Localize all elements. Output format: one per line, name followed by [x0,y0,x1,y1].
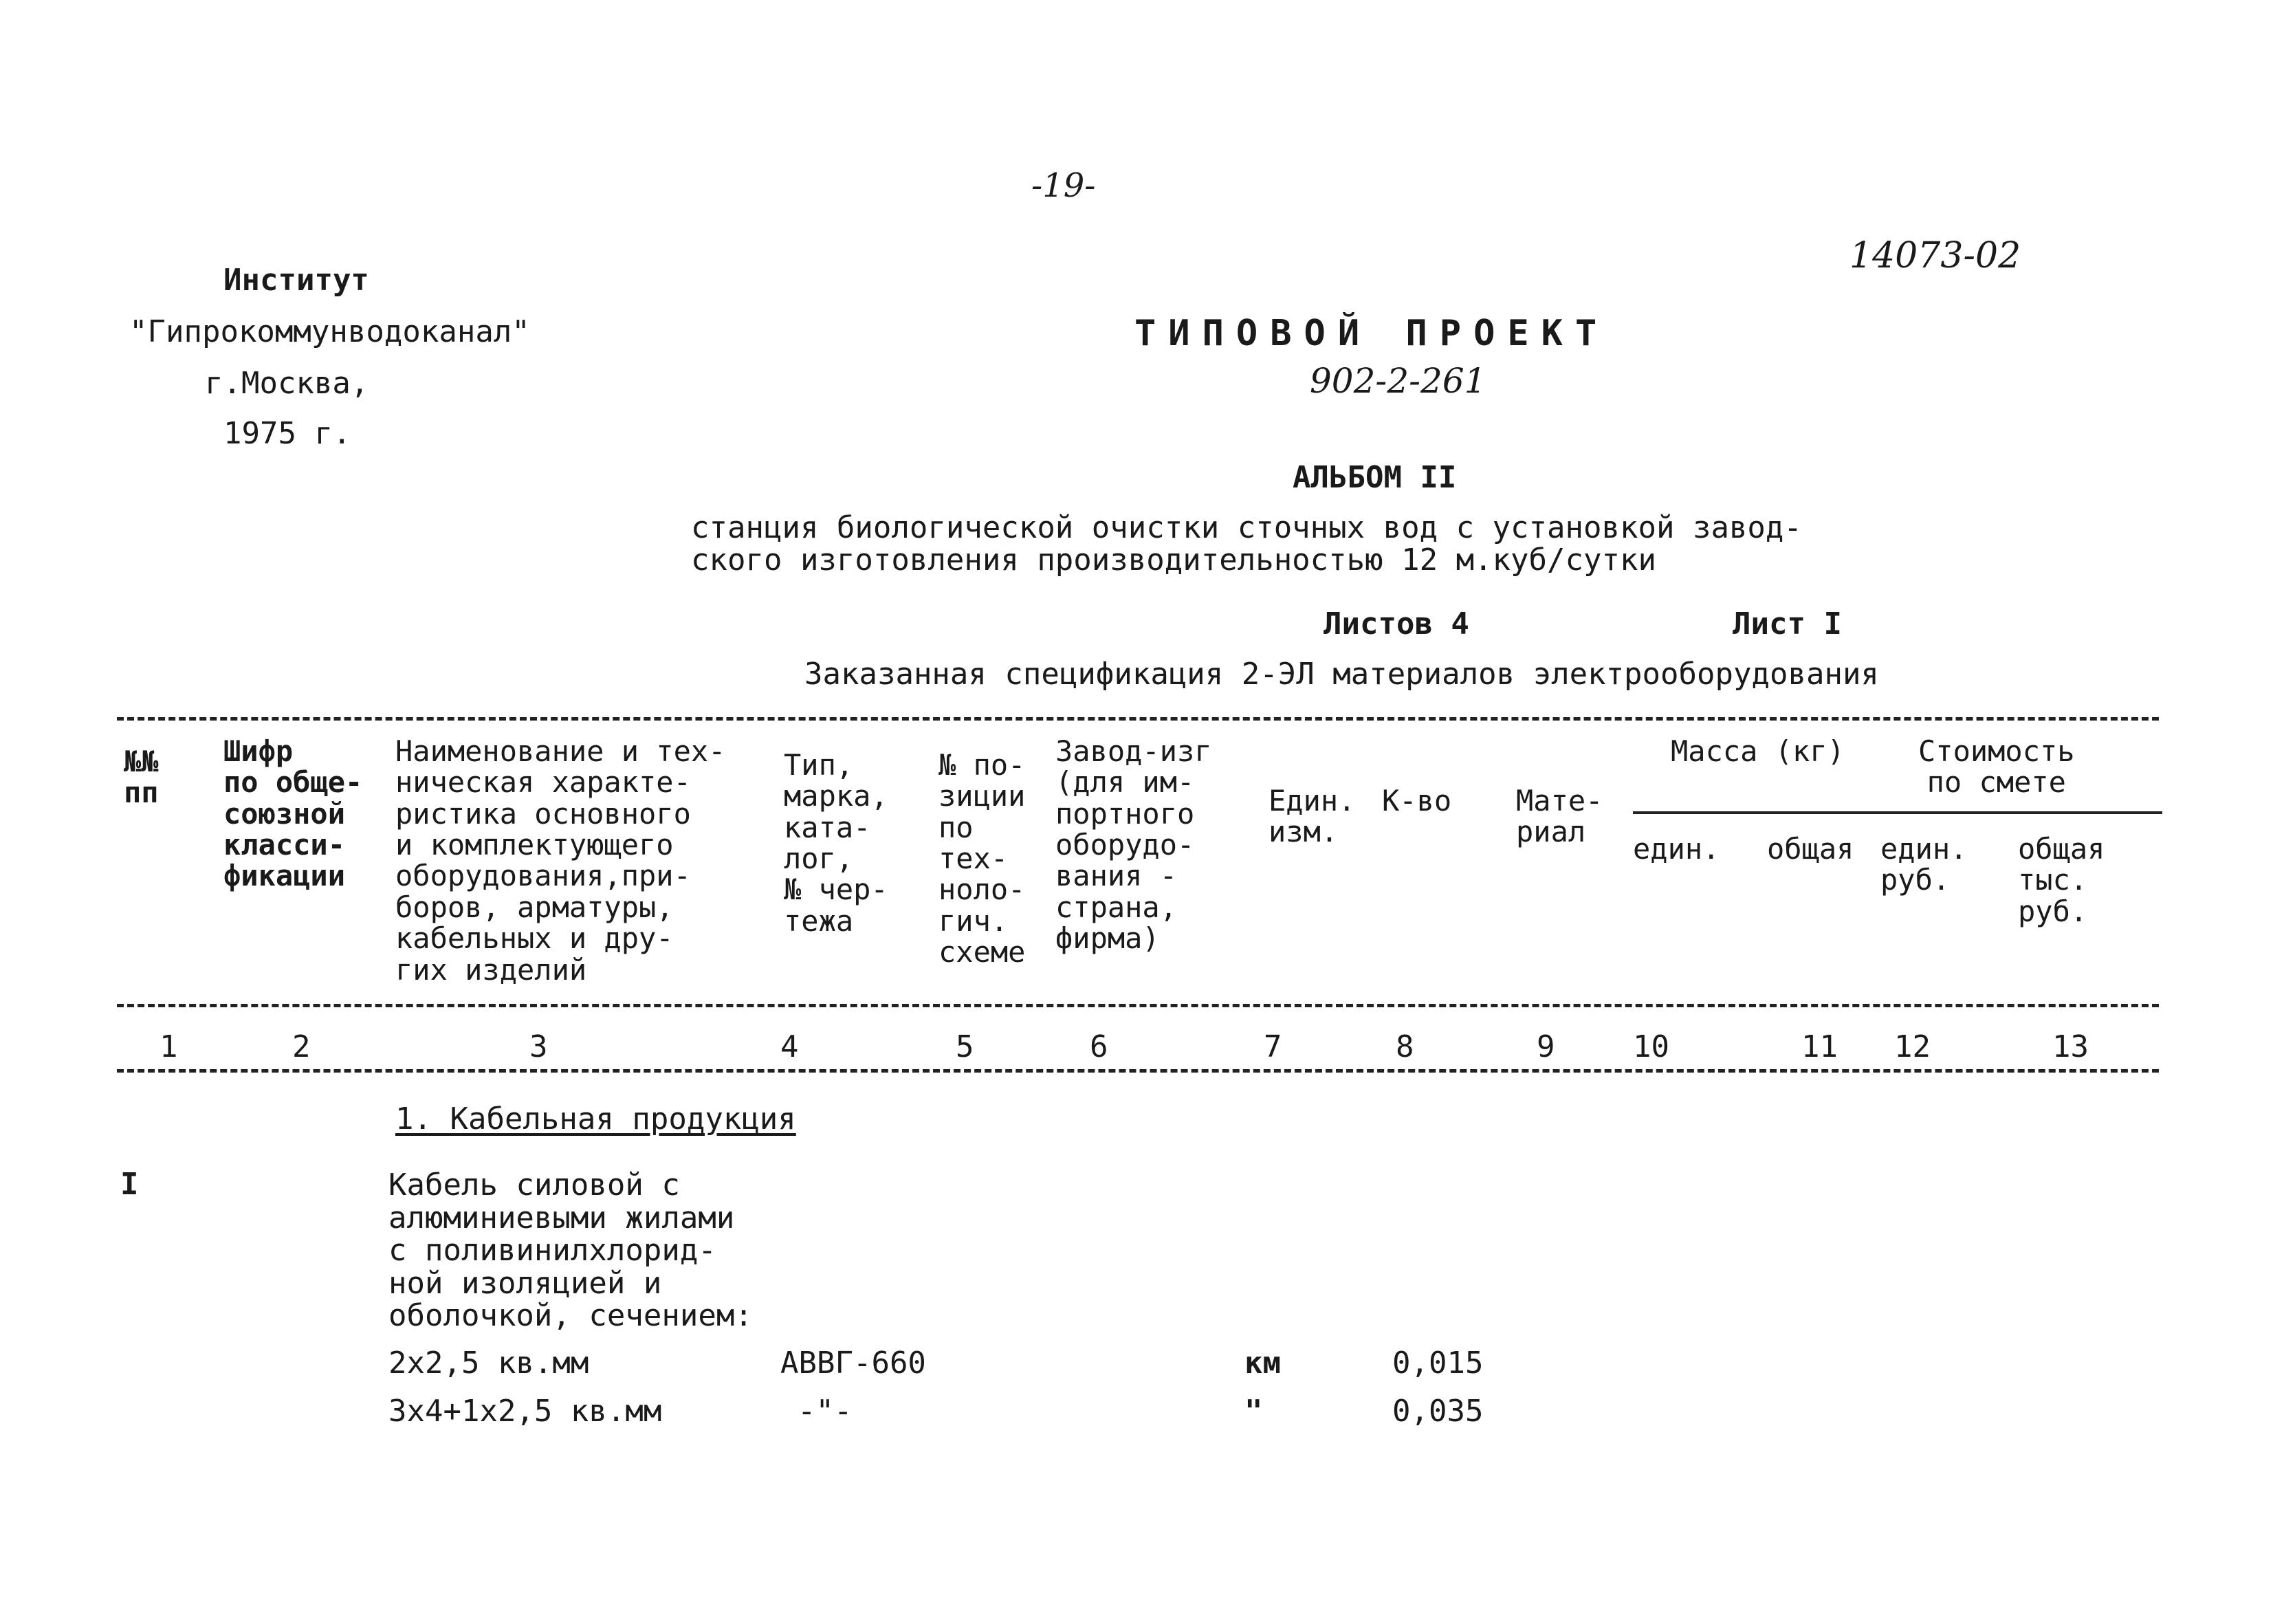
column-number: 1 [160,1029,178,1064]
page-number: -19- [1031,166,1096,205]
column-number: 13 [2052,1029,2089,1064]
column-number: 12 [1894,1029,1931,1064]
institute-label: Институт [223,263,369,298]
row-type: АВВГ-660 [780,1346,926,1381]
column-number: 7 [1264,1029,1282,1064]
row-name: 3х4+1х2,5 кв.мм [388,1394,662,1429]
sheets-total: Листов 4 [1324,606,1469,641]
col-header-position: № по- зиции по тех- ноло- гич. схеме [938,748,1026,969]
section-title-text: 1. Кабельная продукция [395,1101,796,1137]
column-number: 11 [1801,1029,1838,1064]
row-qty: 0,015 [1392,1346,1484,1381]
column-number: 3 [529,1029,548,1064]
col-header-material: Мате- риал [1516,784,1603,849]
col-group-mass: Масса (кг) [1671,734,1845,768]
col-header-no: №№ пп [124,745,159,810]
album-label: АЛЬБОМ II [1293,460,1457,495]
table-top-rule [117,717,2159,721]
row-unit: км [1244,1346,1281,1381]
header-bottom-rule [117,1004,2159,1007]
institute-name: "Гипрокоммунводоканал" [129,314,530,349]
col-header-name: Наименование и тех- ническая характе- ристика основного и комплектующего оборудования,при- боров, арматуры, кабельных и дру- гих изделий [395,734,726,987]
column-number: 6 [1090,1029,1108,1064]
column-number: 4 [780,1029,799,1064]
section-title [395,1101,796,1137]
col-header-code: Шифр по обще- союзной класси- фикации [223,734,363,893]
mass-cost-subheader-rule [1633,811,2162,814]
row-qty: 0,035 [1392,1394,1484,1429]
column-number: 8 [1396,1029,1414,1064]
col-header-unit: Един. изм. [1269,784,1356,849]
col-header-mass-total: общая [1767,832,1854,866]
project-description-2: ского изготовления производительностью 12 м.куб/сутки [691,542,1656,578]
institute-year: 1975 г. [223,416,351,451]
col-header-type: Тип, марка, ката- лог, № чер- тежа [784,748,888,938]
col-group-cost: Стоимость по смете [1918,734,2075,800]
col-header-cost-unit: един. руб. [1880,832,1968,897]
col-header-mass-unit: един. [1633,832,1720,866]
item-description: Кабель силовой с алюминиевыми жилами с поливинилхлорид- ной изоляцией и оболочкой, сечением: [388,1167,753,1334]
column-number: 2 [292,1029,311,1064]
project-title: ТИПОВОЙ ПРОЕКТ [1134,313,1610,354]
sheet-current: Лист I [1733,606,1842,641]
document-code: 14073-02 [1849,235,2021,276]
col-header-cost-total: общая тыс. руб. [2018,832,2105,928]
institute-city: г.Москва, [205,366,369,401]
item-number: I [120,1167,139,1202]
column-number-rule [117,1069,2159,1073]
col-header-qty: К-во [1382,784,1452,818]
column-number: 10 [1633,1029,1669,1064]
project-description-1: станция биологической очистки сточных вод с установкой завод- [691,510,1802,545]
col-header-manufacturer: Завод-изг (для им- портного оборудо- вания - страна, фирма) [1055,734,1212,956]
column-number: 5 [956,1029,974,1064]
specification-title: Заказанная спецификация 2-ЭЛ материалов электрооборудования [804,657,1879,692]
row-unit: " [1244,1394,1263,1429]
column-number: 9 [1537,1029,1555,1064]
row-type: -"- [798,1394,853,1429]
project-number: 902-2-261 [1310,361,1486,401]
row-name: 2х2,5 кв.мм [388,1346,589,1381]
